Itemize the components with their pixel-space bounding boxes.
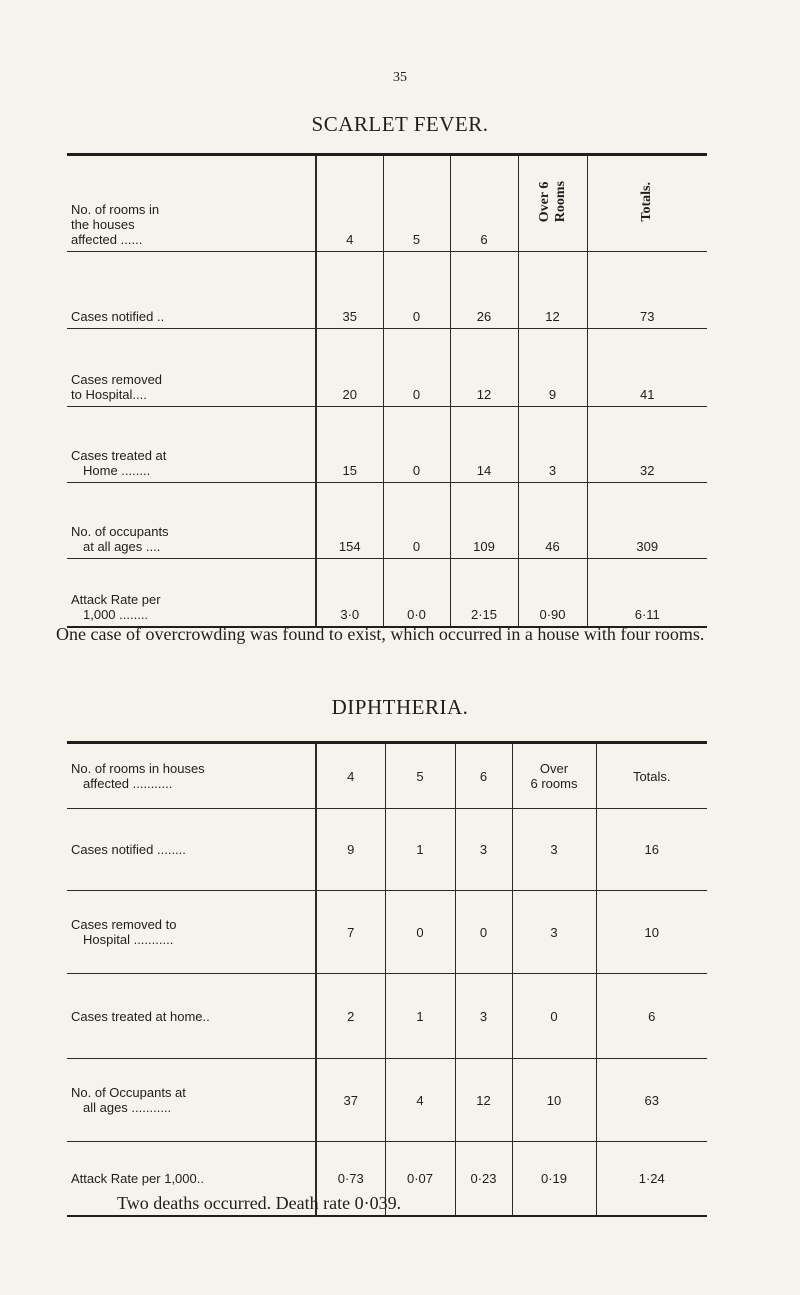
value-cell: 3	[455, 974, 512, 1059]
table-row	[67, 891, 707, 974]
value-cell: 3	[518, 407, 587, 483]
col-header-over-line: Over 6	[536, 181, 552, 223]
value-cell: 6·11	[634, 606, 660, 622]
table-row	[67, 974, 707, 1059]
page-number: 35	[393, 70, 407, 85]
col-header-6: 6	[450, 155, 518, 252]
value-cell: 3·0	[316, 559, 383, 627]
table-header-row	[67, 743, 707, 809]
row-label: Cases removed to Hospital....	[67, 329, 316, 407]
value-cell: 7	[316, 891, 385, 974]
diphtheria-table	[67, 741, 707, 1217]
value-cell: 35	[316, 252, 383, 329]
col-header-over-line: Over	[539, 761, 569, 776]
scarlet-fever-title: SCARLET FEVER.	[311, 112, 489, 136]
value-cell: 6	[596, 974, 707, 1059]
row-header-line: No. of rooms in	[71, 202, 160, 217]
row-label: No. of Occupants at all ages ...........	[67, 1059, 316, 1142]
col-header-over-6	[512, 743, 596, 809]
col-header-4: 4	[316, 155, 383, 252]
col-header-totals: Totals.	[587, 155, 707, 252]
table-row	[67, 329, 707, 407]
diphtheria-note: Two deaths occurred. Death rate 0·039.	[117, 1193, 402, 1213]
value-cell: 9	[316, 809, 385, 891]
value-cell: 2	[316, 974, 385, 1059]
col-header-6: 6	[455, 743, 512, 809]
value-cell: 2·15	[450, 559, 518, 627]
value-cell: 0	[455, 891, 512, 974]
row-header-cell	[67, 155, 316, 252]
row-header-line: No. of rooms in houses	[71, 761, 205, 776]
value-cell: 0·23	[455, 1142, 512, 1216]
table-row	[67, 1059, 707, 1142]
col-header-5: 5	[385, 743, 455, 809]
row-label: No. of occupants at all ages ....	[67, 483, 316, 559]
value-cell: 46	[518, 483, 587, 559]
row-label: Attack Rate per 1,000..	[67, 1142, 316, 1216]
value-cell: 0	[385, 891, 455, 974]
value-cell: 0	[383, 407, 450, 483]
row-label: Cases treated at Home ........	[67, 407, 316, 483]
value-cell: 63	[596, 1059, 707, 1142]
row-header-cell	[67, 743, 316, 809]
diphtheria-title: DIPHTHERIA.	[331, 695, 469, 719]
value-cell: 0·07	[385, 1142, 455, 1216]
table-row	[67, 407, 707, 483]
row-label: Attack Rate per 1,000 ........	[67, 559, 316, 627]
value-cell: 16	[596, 809, 707, 891]
value-cell: 109	[450, 483, 518, 559]
value-cell: 3	[512, 891, 596, 974]
row-label: Cases notified ..	[67, 252, 316, 329]
value-cell: 73	[587, 252, 707, 329]
table-row	[67, 809, 707, 891]
value-cell: 12	[455, 1059, 512, 1142]
value-cell: 20	[316, 329, 383, 407]
table-row	[67, 483, 707, 559]
value-cell: 0·19	[512, 1142, 596, 1216]
value-cell: 37	[316, 1059, 385, 1142]
value-cell: 41	[587, 329, 707, 407]
value-cell: 12	[518, 252, 587, 329]
value-cell: 12	[450, 329, 518, 407]
value-cell: 0·73	[316, 1142, 385, 1216]
value-cell: 1·24	[638, 1170, 665, 1186]
row-label: Cases removed to Hospital ...........	[67, 891, 316, 974]
scarlet-fever-note: One case of overcrowding was found to exist, which occurred in a house with four rooms.	[56, 624, 705, 644]
row-header-line: the houses	[71, 217, 135, 232]
row-label: Cases treated at home..	[67, 974, 316, 1059]
value-cell: 10	[512, 1059, 596, 1142]
value-cell: 3	[512, 809, 596, 891]
value-cell: 1	[385, 974, 455, 1059]
row-label: Cases notified ........	[67, 809, 316, 891]
value-cell: 0	[512, 974, 596, 1059]
value-cell: 32	[587, 407, 707, 483]
value-cell: 0·0	[383, 559, 450, 627]
value-cell: 10	[596, 891, 707, 974]
col-header-over-line: Rooms	[552, 181, 568, 223]
col-header-over-6	[518, 155, 587, 252]
value-cell: 4	[385, 1059, 455, 1142]
value-cell: 0·90	[518, 559, 587, 627]
col-header-totals: Totals.	[596, 743, 707, 809]
value-cell: 26	[450, 252, 518, 329]
value-cell: 3	[455, 809, 512, 891]
value-cell: 309	[587, 483, 707, 559]
scarlet-fever-table	[67, 153, 707, 628]
value-cell: 0	[383, 329, 450, 407]
col-header-over-line: 6 rooms	[530, 776, 578, 791]
table-header-row	[67, 155, 707, 252]
row-header-line: affected ......	[71, 232, 143, 247]
value-cell: 1	[385, 809, 455, 891]
value-cell: 154	[316, 483, 383, 559]
value-cell: 14	[450, 407, 518, 483]
value-cell: 15	[316, 407, 383, 483]
col-header-5: 5	[383, 155, 450, 252]
value-cell: 0	[383, 252, 450, 329]
value-cell: 0	[383, 483, 450, 559]
col-header-4: 4	[316, 743, 385, 809]
table-row	[67, 252, 707, 329]
table-row	[67, 559, 707, 627]
value-cell: 9	[518, 329, 587, 407]
row-header-line: affected ...........	[83, 776, 173, 791]
